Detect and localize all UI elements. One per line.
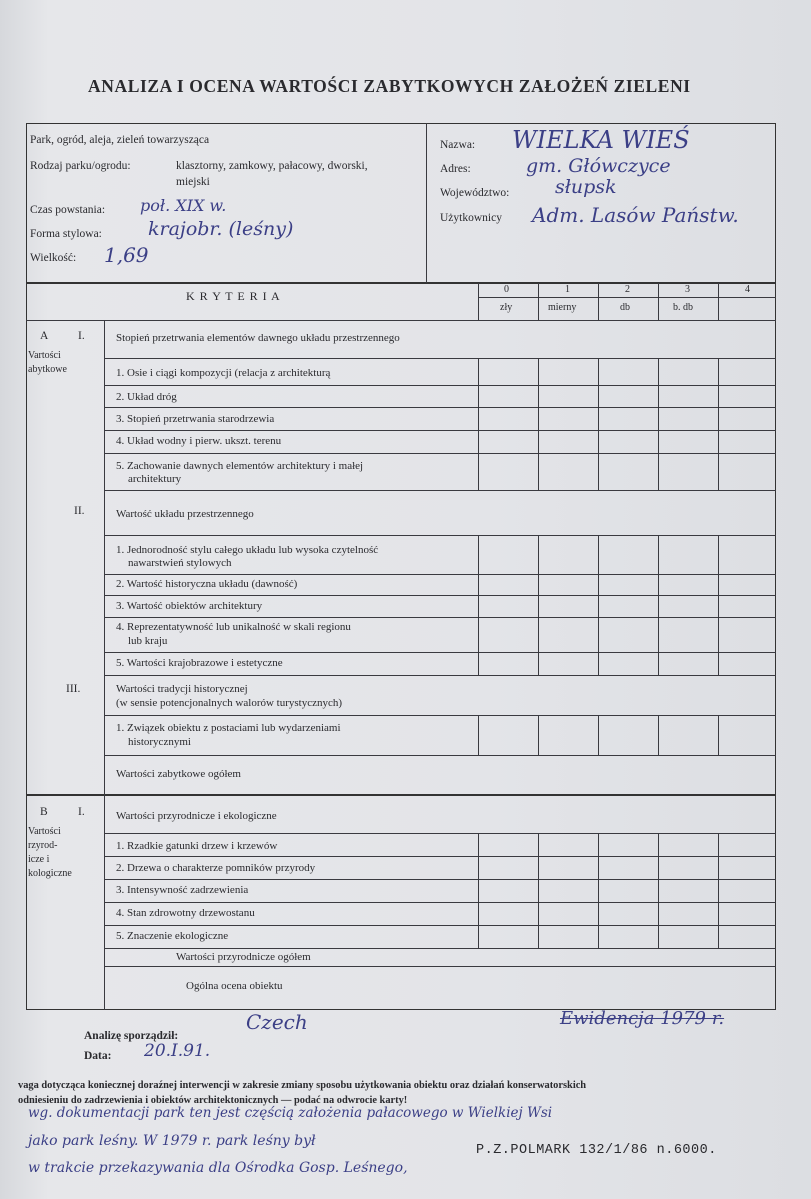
a1-col-0 — [478, 358, 479, 490]
a2-col-0 — [478, 535, 479, 675]
a2-row-4a: 4. Reprezentatywność lub unikalność w skali regionu — [116, 621, 351, 633]
section-a-numeral: I. — [78, 330, 85, 342]
score-num-0: 0 — [504, 284, 509, 295]
a2-header-line — [104, 535, 776, 536]
b1-row-1-line — [104, 856, 776, 857]
b1-row-2: 2. Drzewa o charakterze pomników przyrody — [116, 862, 316, 874]
created-value: poł. XIX w. — [140, 196, 227, 215]
a2-row-1b: nawarstwień stylowych — [128, 557, 232, 569]
section-b-label-2: rzyrod- — [28, 840, 58, 851]
b1-row-4-line — [104, 925, 776, 926]
a1-row-5b: architektury — [128, 473, 182, 485]
a2-row-3-line — [104, 617, 776, 618]
score-label-1: mierny — [548, 302, 577, 313]
section-b-label-4: kologiczne — [28, 868, 72, 879]
warning-line-2: odniesieniu do zadrzewienia i obiektów architektonicznych — podać na odwrocie karty! — [18, 1095, 408, 1106]
address-value: gm. Główczyce — [526, 155, 671, 177]
a1-bottom-line — [104, 490, 776, 491]
park-label: Park, ogród, aleja, zieleń towarzysząca — [30, 134, 210, 146]
section-col-line — [104, 320, 105, 1010]
score-label-0: zły — [500, 302, 513, 313]
section-a-label-2: abytkowe — [28, 364, 67, 375]
score-num-3: 3 — [685, 284, 690, 295]
a3-numeral: III. — [66, 683, 81, 695]
a1-row-2: 2. Układ dróg — [116, 391, 177, 403]
b1-row-3-line — [104, 902, 776, 903]
criteria-frame — [26, 283, 776, 795]
b1-col-3 — [658, 833, 659, 948]
score-header-mid — [478, 297, 776, 298]
a1-col-4 — [718, 358, 719, 490]
a3-header-line — [104, 715, 776, 716]
a2-row-2: 2. Wartość historyczna układu (dawność) — [116, 578, 298, 590]
print-mark: P.Z.POLMARK 132/1/86 n.6000. — [476, 1143, 717, 1158]
a1-col-1 — [538, 358, 539, 490]
a3-header-a: Wartości tradycji historycznej — [116, 683, 248, 695]
info-divider — [426, 123, 427, 283]
users-label: Użytkownicy — [440, 212, 502, 224]
b1-header: Wartości przyrodnicze i ekologiczne — [116, 810, 277, 822]
a1-header-line — [104, 358, 776, 359]
score-num-2: 2 — [625, 284, 630, 295]
a1-row-3: 3. Stopień przetrwania starodrzewia — [116, 413, 275, 425]
a2-col-4 — [718, 535, 719, 675]
a2-bottom-line — [104, 675, 776, 676]
a1-header: Stopień przetrwania elementów dawnego układu przestrzennego — [116, 332, 400, 344]
col-line-1 — [538, 283, 539, 320]
overall-rating: Ogólna ocena obiektu — [186, 980, 283, 992]
kryteria-label: K R Y T E R I A — [186, 289, 281, 303]
style-label: Forma stylowa: — [30, 228, 102, 240]
header-bottom-line — [26, 320, 776, 321]
handwritten-note-3: w trakcie przekazywania dla Ośrodka Gosp. Leśnego, — [28, 1160, 408, 1176]
a1-col-3 — [658, 358, 659, 490]
col-line-2 — [598, 283, 599, 320]
voivodeship-value: słupsk — [555, 176, 617, 198]
handwritten-note-2: jako park leśny. W 1979 r. park leśny był — [28, 1133, 316, 1149]
b1-col-0 — [478, 833, 479, 948]
b1-bottom-line — [104, 948, 776, 949]
section-b-label-3: icze i — [28, 854, 50, 865]
a2-row-5: 5. Wartości krajobrazowe i estetyczne — [116, 657, 283, 669]
type-options: klasztorny, zamkowy, pałacowy, dworski, — [176, 160, 368, 172]
type-label: Rodzaj parku/ogrodu: — [30, 160, 131, 172]
a3-col-4 — [718, 715, 719, 755]
col-line-0 — [478, 283, 479, 320]
warning-line-1: vaga dotycząca koniecznej doraźnej interwencji w zakresie zmiany sposobu użytkowania obiektu oraz działań konserwatorskich — [18, 1080, 587, 1091]
section-a-letter: A — [40, 330, 49, 342]
b1-row-1: 1. Rzadkie gatunki drzew i krzewów — [116, 840, 278, 852]
b1-row-3: 3. Intensywność zadrzewienia — [116, 884, 249, 896]
a3-row-1b: historycznymi — [128, 736, 191, 748]
a3-col-2 — [598, 715, 599, 755]
score-num-4: 4 — [745, 284, 750, 295]
a2-row-4-line — [104, 652, 776, 653]
a2-col-2 — [598, 535, 599, 675]
type-options-2: miejski — [176, 176, 210, 188]
a3-col-3 — [658, 715, 659, 755]
b1-row-4: 4. Stan zdrowotny drzewostanu — [116, 907, 255, 919]
a1-row-3-line — [104, 430, 776, 431]
analysis-signature: Czech — [246, 1010, 308, 1034]
b1-row-5: 5. Znaczenie ekologiczne — [116, 930, 229, 942]
handwritten-note-1: wg. dokumentacji park ten jest częścią założenia pałacowego w Wielkiej Wsi — [28, 1105, 553, 1121]
a1-col-2 — [598, 358, 599, 490]
date-label: Data: — [84, 1050, 112, 1062]
evidence-note: Ewidencja 1979 r. — [560, 1008, 725, 1029]
size-label: Wielkość: — [30, 252, 77, 264]
size-value: 1,69 — [104, 243, 149, 267]
b1-row-2-line — [104, 879, 776, 880]
a2-col-3 — [658, 535, 659, 675]
created-label: Czas powstania: — [30, 204, 106, 216]
a2-row-3: 3. Wartość obiektów architektury — [116, 600, 263, 612]
a3-bottom-line — [104, 755, 776, 756]
section-b-label-1: Vartości — [28, 826, 61, 837]
a1-row-4-line — [104, 453, 776, 454]
a3-row-1a: 1. Związek obiektu z postaciami lub wydarzeniami — [116, 722, 341, 734]
a2-row-2-line — [104, 595, 776, 596]
a2-col-1 — [538, 535, 539, 675]
col-line-3 — [658, 283, 659, 320]
score-label-3: b. db — [673, 302, 693, 313]
a3-header-b: (w sensie potencjonalnych walorów turystycznych) — [116, 697, 343, 709]
document-title: ANALIZA I OCENA WARTOŚCI ZABYTKOWYCH ZAŁOŻEŃ ZIELENI — [88, 76, 691, 96]
date-value: 20.I.91. — [144, 1041, 211, 1061]
a2-row-4b: lub kraju — [128, 635, 168, 647]
name-label: Nazwa: — [440, 139, 476, 151]
a3-col-0 — [478, 715, 479, 755]
a2-numeral: II. — [74, 505, 85, 517]
style-value: krajobr. (leśny) — [148, 218, 294, 240]
b1-col-1 — [538, 833, 539, 948]
a2-row-1a: 1. Jednorodność stylu całego układu lub wysoka czytelność — [116, 544, 379, 556]
a1-row-2-line — [104, 407, 776, 408]
section-b-letter: B — [40, 806, 48, 818]
voivodeship-label: Województwo: — [440, 187, 510, 199]
b1-header-line — [104, 833, 776, 834]
b1-col-2 — [598, 833, 599, 948]
a-total: Wartości zabytkowe ogółem — [116, 768, 241, 780]
score-label-2: db — [620, 302, 630, 313]
a2-row-1-line — [104, 574, 776, 575]
a2-header: Wartość układu przestrzennego — [116, 508, 254, 520]
score-num-1: 1 — [565, 284, 570, 295]
users-value: Adm. Lasów Państw. — [532, 203, 739, 227]
col-line-4 — [718, 283, 719, 320]
b-total-line — [104, 966, 776, 967]
a1-row-1: 1. Osie i ciągi kompozycji (relacja z architekturą — [116, 367, 331, 379]
b1-col-4 — [718, 833, 719, 948]
a3-col-1 — [538, 715, 539, 755]
a1-row-4: 4. Układ wodny i pierw. ukszt. terenu — [116, 435, 282, 447]
address-label: Adres: — [440, 163, 471, 175]
a1-row-1-line — [104, 385, 776, 386]
name-value: WIELKA WIEŚ — [512, 126, 690, 154]
b-total: Wartości przyrodnicze ogółem — [176, 951, 311, 963]
a1-row-5a: 5. Zachowanie dawnych elementów architektury i małej — [116, 460, 364, 472]
section-a-label-1: Vartości — [28, 350, 61, 361]
analysis-label: Analizę sporządził: — [84, 1030, 179, 1042]
section-b-numeral: I. — [78, 806, 85, 818]
